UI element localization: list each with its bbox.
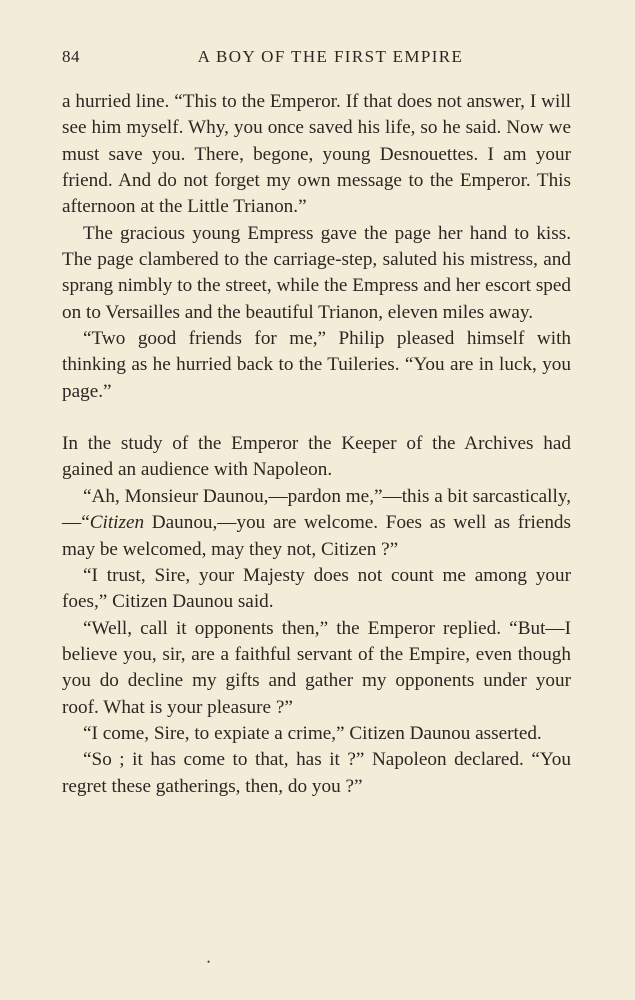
paragraph-6: “I trust, Sire, your Majesty does not count me among your foes,” Citizen Daunou said. [62,564,571,613]
paragraph-1: a hurried line. “This to the Emperor. If that does not answer, I will see him myself. Why, you once saved his life, so he said. Now we must save you. There, begone, young Desnouettes. I am your friend. And do not forget my own message to the Emperor. This afternoon at the Little Trianon.” [62,91,571,218]
paragraph-4: In the study of the Emperor the Keeper of the Archives had gained an audience with Napoleon. [62,433,571,481]
page-mark: • [207,957,211,967]
page-number: 84 [62,47,80,66]
page-body [62,89,571,800]
paragraph-9: “So ; it has come to that, has it ?” Napoleon declared. “You regret these gatherings, then, do you ?” [62,749,571,797]
paragraph-2: The gracious young Empress gave the page her hand to kiss. The page clambered to the carriage-step, saluted his mistress, and sprang nimbly to the street, while the Empress and her escort sped on to Versailles and the beautiful Trianon, eleven miles away. [62,222,571,323]
paragraph-5 [62,484,571,563]
running-head [62,47,571,69]
paragraph-8: “I come, Sire, to expiate a crime,” Citizen Daunou asserted. [83,722,542,744]
paragraph-3: “Two good friends for me,” Philip pleased himself with thinking as he hurried back to the Tuileries. “You are in luck, you page.” [62,328,571,402]
paragraph-5-part-2: Daunou,—you are welcome. Foes as well as friends may be welcomed, may they not, Citizen ?” [62,512,571,560]
paragraph-7: “Well, call it opponents then,” the Emperor replied. “But—I believe you, sir, are a faithful servant of the Empire, even though you do decline my gifts and gather my opponents under your roof. What is your pleasure ?” [62,617,571,718]
book-title: A BOY OF THE FIRST EMPIRE [197,47,464,66]
paragraph-5-emphasis: Citizen [89,512,145,534]
paragraph-5-part-1: “Ah, Monsieur Daunou,—pardon me,”—this a bit sarcastically,—“ [62,485,571,534]
